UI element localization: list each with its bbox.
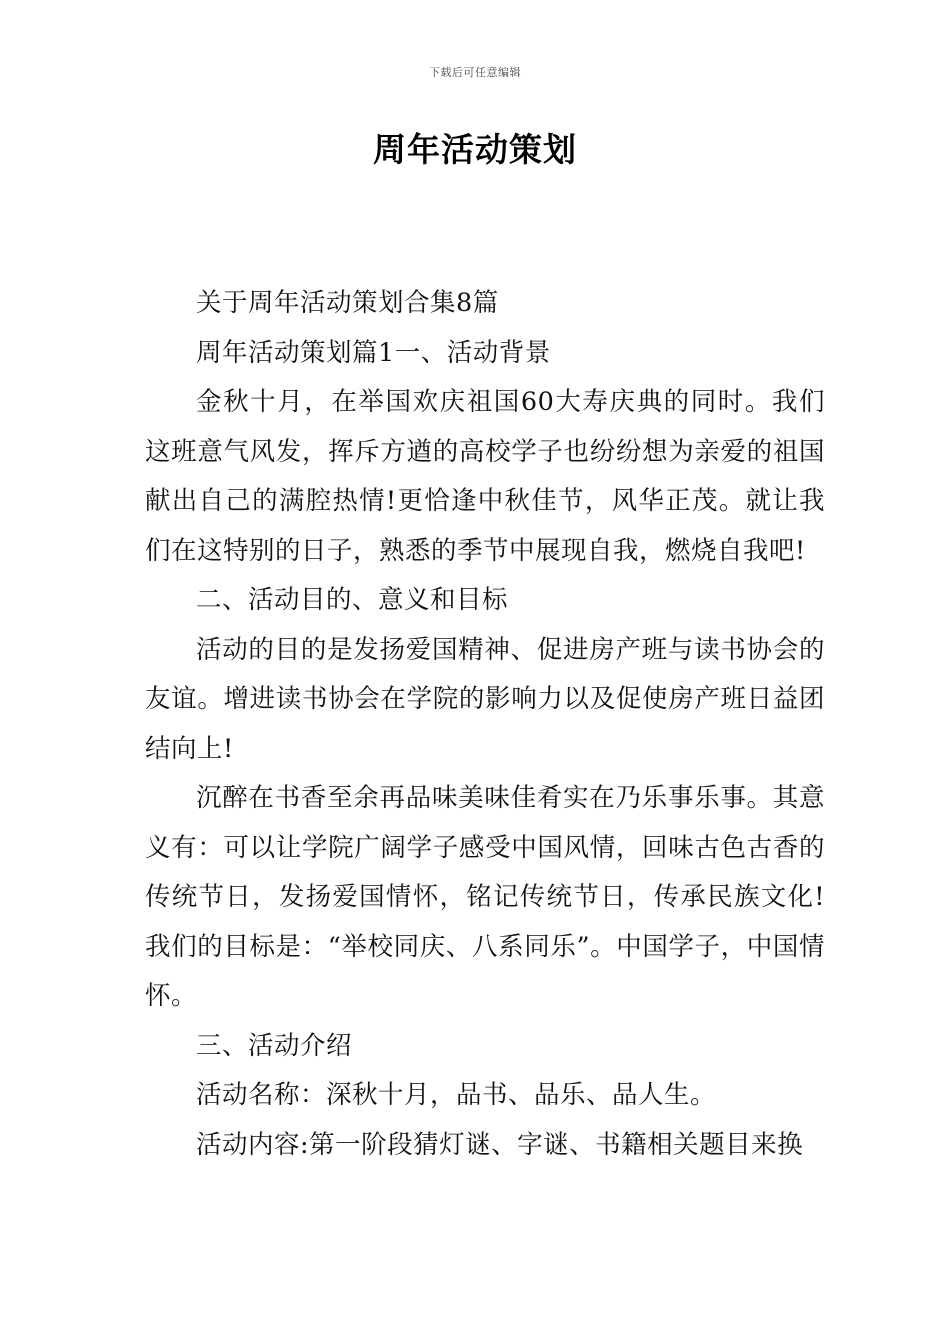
paragraph-intro: 关于周年活动策划合集8篇: [196, 288, 499, 318]
paragraph-background: 金秋十月，在举国欢庆祖国60大寿庆典的同时。我们这班意气风发，挥斥方遒的高校学子也纷纷想为亲爱的祖国献出自己的满腔热情!更恰逢中秋佳节，风华正茂。就让我们在这特别的日子，熟悉的季节中展现自我，燃烧自我吧!: [145, 387, 825, 566]
document-body: [145, 279, 825, 1170]
header-note: 下载后可任意编辑: [429, 66, 521, 79]
paragraph-section-heading: 二、活动目的、意义和目标: [196, 585, 509, 615]
paragraph-purpose: 活动的目的是发扬爱国精神、促进房产班与读书协会的友谊。增进读书协会在学院的影响力以及促使房产班日益团结向上!: [145, 634, 825, 764]
document-title: 周年活动策划: [373, 130, 577, 169]
paragraph-section-heading: 周年活动策划篇1一、活动背景: [196, 337, 551, 368]
paragraph-section-heading: 三、活动介绍: [196, 1030, 353, 1061]
paragraph-activity-content: 活动内容:第一阶段猜灯谜、字谜、书籍相关题目来换: [196, 1129, 804, 1160]
paragraph-meaning: 沉醉在书香至余再品味美味佳肴实在乃乐事乐事。其意义有：可以让学院广阔学子感受中国风情，回味古色古香的传统节日，发扬爱国情怀，铭记传统节日，传承民族文化!我们的目标是：“举校同庆、八系同乐”。中国学子，中国情怀。: [145, 783, 825, 1011]
paragraph-activity-name: 活动名称：深秋十月，品书、品乐、品人生。: [196, 1080, 717, 1110]
